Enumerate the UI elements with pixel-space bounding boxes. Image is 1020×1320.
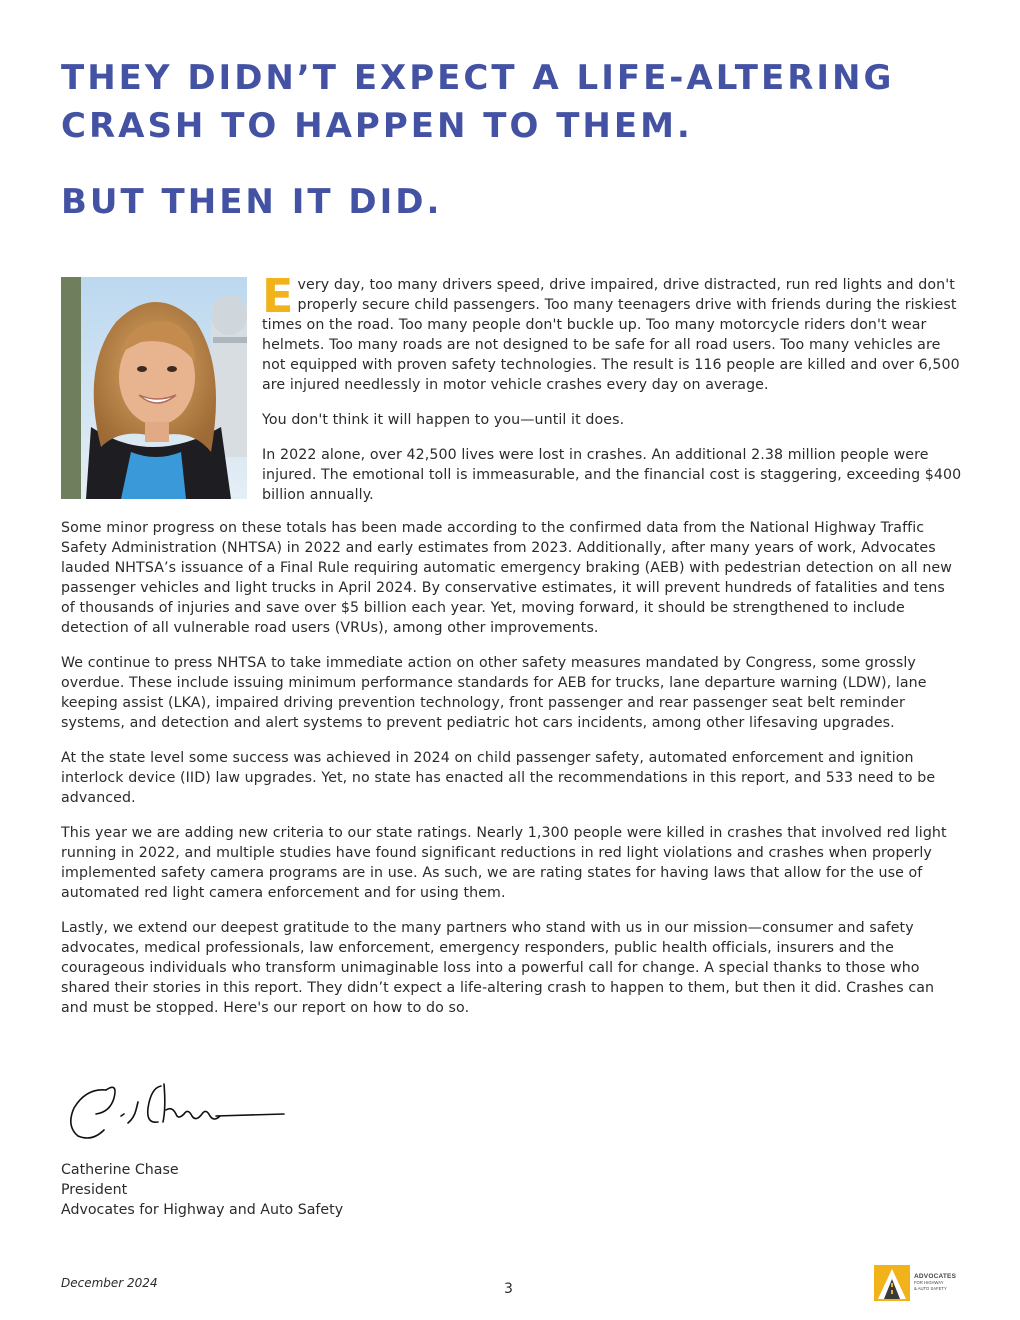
- logo-text-3: & AUTO SAFETY: [914, 1286, 947, 1291]
- logo-mark-icon: [874, 1265, 910, 1301]
- page-headline: [61, 54, 961, 150]
- page-number: 3: [504, 1281, 513, 1297]
- logo-text-1: ADVOCATES: [914, 1273, 957, 1280]
- signer-name: Catherine Chase: [61, 1162, 179, 1178]
- intro-section: [262, 269, 962, 520]
- headline-line-2: CRASH TO HAPPEN TO THEM.: [61, 106, 693, 146]
- main-body: [61, 518, 963, 1033]
- page-subhead: BUT THEN IT DID.: [61, 182, 443, 222]
- drop-cap: E: [262, 269, 294, 323]
- logo-wordmark: [914, 1274, 956, 1292]
- intro-paragraph-2: You don't think it will happen to you—until it does.: [262, 412, 625, 428]
- footer-date: December 2024: [61, 1276, 158, 1290]
- handwritten-signature: [66, 1078, 288, 1146]
- body-paragraph-criteria: This year we are adding new criteria to our state ratings. Nearly 1,300 people were killed in crashes that involved red light running in 2022, and multiple studies have found significant reductions in red light violations and crashes when properly implemented safety camera programs are in use. As such, we are rating states for having laws that allow for the use of automated red light camera enforcement and for using them.: [61, 825, 947, 901]
- signer-block: [61, 1160, 343, 1220]
- body-paragraph-gratitude: Lastly, we extend our deepest gratitude to the many partners who stand with us in our mission—consumer and safety advocates, medical professionals, law enforcement, emergency responders, public health officials, insurers and the courageous individuals who transform unimaginable loss into a powerful call for change. A special thanks to those who shared their stories in this report. They didn’t expect a life-altering crash to happen to them, but then it did. Crashes can and must be stopped. Here's our report on how to do so.: [61, 920, 935, 1016]
- body-paragraph-state: At the state level some success was achieved in 2024 on child passenger safety, automated enforcement and ignition interlock device (IID) law upgrades. Yet, no state has enacted all the recommendations in this report, and 533 need to be advanced.: [61, 750, 936, 806]
- signer-organization: Advocates for Highway and Auto Safety: [61, 1202, 344, 1218]
- body-paragraph-nhtsa: We continue to press NHTSA to take immediate action on other safety measures mandated by Congress, some grossly overdue. These include issuing minimum performance standards for AEB for trucks, lane departure warning (LDW), lane keeping assist (LKA), impaired driving prevention technology, front passenger and rear passenger seat belt reminder systems, and detection and alert systems to prevent pediatric hot cars incidents, among other lifesaving upgrades.: [61, 655, 927, 731]
- signer-title: President: [61, 1182, 128, 1198]
- body-paragraph-progress: Some minor progress on these totals has been made according to the confirmed data from the National Highway Traffic Safety Administration (NHTSA) in 2022 and early estimates from 2023. Additionally, after many years of work, Advocates lauded NHTSA’s issuance of a Final Rule requiring automatic emergency braking (AEB) with pedestrian detection on all new passenger vehicles and light trucks in April 2024. By conservative estimates, it will prevent hundreds of fatalities and tens of thousands of injuries and save over $5 billion each year. Yet, moving forward, it should be strengthened to include detection of all vulnerable road users (VRUs), among other improvements.: [61, 520, 952, 636]
- intro-paragraph-1-text: very day, too many drivers speed, drive impaired, drive distracted, run red lights and don't properly secure child passengers. Too many teenagers drive with friends during the riskiest times on the road. Too many people don't buckle up. Too many motorcycle riders don't wear helmets. Too many roads are not designed to be safe for all road users. Too many vehicles are not equipped with proven safety technologies. The result is 116 people are killed and over 6,500 are injured needlessly in motor vehicle crashes every day on average.: [262, 277, 960, 393]
- portrait-photo: [61, 277, 247, 499]
- intro-paragraph-1: [262, 269, 962, 395]
- advocates-logo: [874, 1265, 964, 1305]
- intro-paragraph-3: In 2022 alone, over 42,500 lives were lost in crashes. An additional 2.38 million people were injured. The emotional toll is immeasurable, and the financial cost is staggering, exceeding $400 billion annually.: [262, 447, 962, 503]
- headline-line-1: THEY DIDN’T EXPECT A LIFE-ALTERING: [61, 58, 895, 98]
- logo-text-2: FOR HIGHWAY: [914, 1280, 944, 1285]
